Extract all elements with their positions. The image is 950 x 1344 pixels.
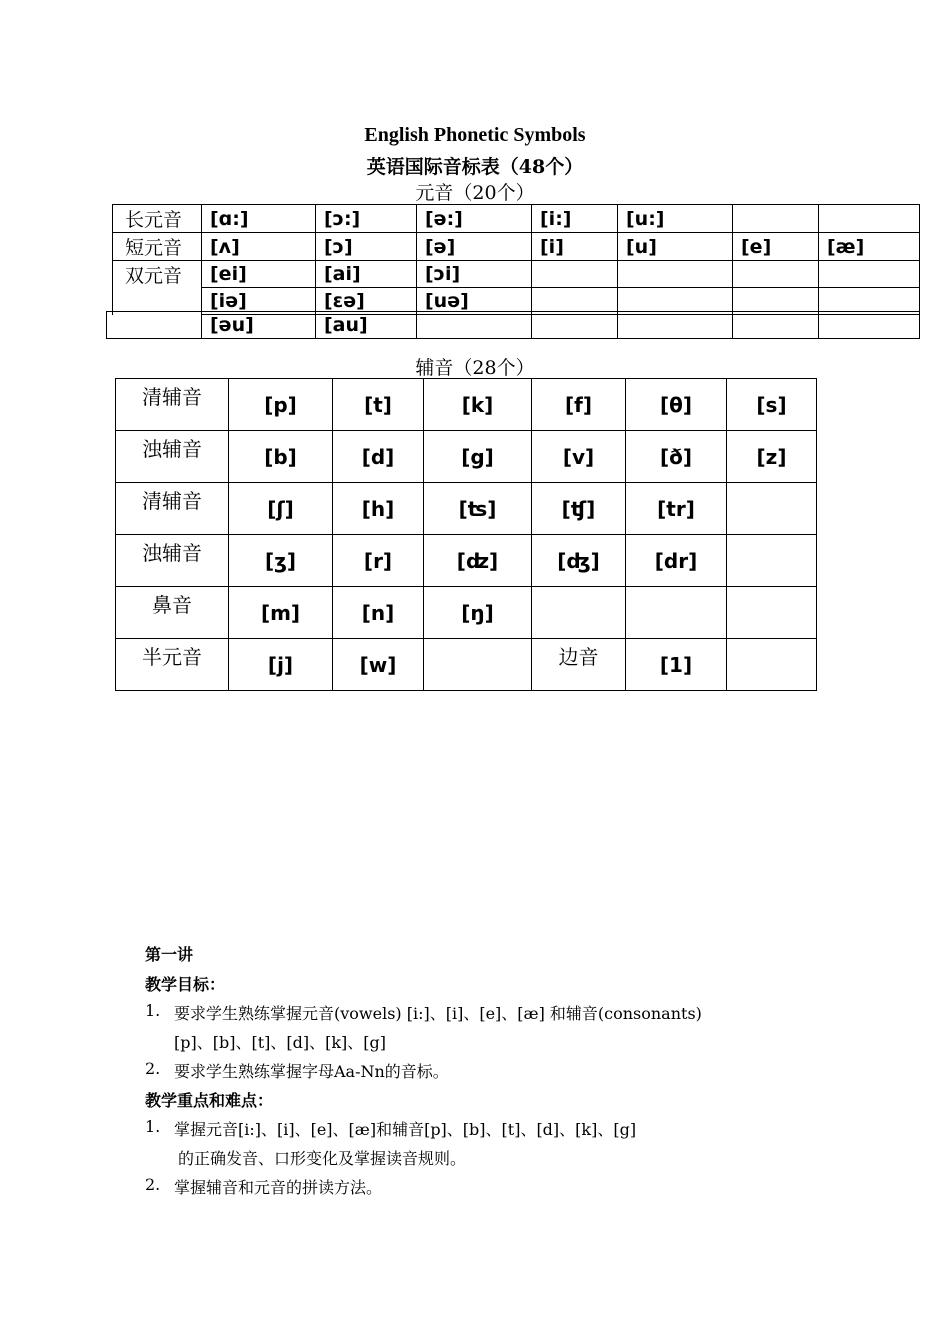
consonant-cell: [d] xyxy=(333,431,424,483)
consonant-cell: [f] xyxy=(532,379,626,431)
empty-cell xyxy=(733,205,819,233)
consonant-heading: 辅音（28个） xyxy=(415,357,535,379)
empty-cell xyxy=(819,261,920,288)
empty-cell xyxy=(727,483,817,535)
key-1-text: 掌握元音[i:]、[i]、[e]、[æ]和辅音[p]、[b]、[t]、[d]、[k]、[g] xyxy=(174,1120,637,1139)
consonant-cell: [h] xyxy=(333,483,424,535)
goals-heading: 教学目标： xyxy=(145,975,226,994)
consonant-cell: [tr] xyxy=(626,483,727,535)
title-english: English Phonetic Symbols xyxy=(364,124,586,146)
consonant-cell: [dr] xyxy=(626,535,727,587)
short-vowel-row xyxy=(113,233,920,261)
consonant-cell: [ʒ] xyxy=(229,535,333,587)
consonant-cell: [ʃ] xyxy=(229,483,333,535)
vowel-cell: [ai] xyxy=(316,261,417,288)
empty-cell xyxy=(819,205,920,233)
vowel-cell: [i:] xyxy=(532,205,618,233)
empty-cell xyxy=(532,261,618,288)
key-1-number: 1. xyxy=(145,1117,161,1136)
vowel-cell: [æ] xyxy=(819,233,920,261)
consonant-cell: [r] xyxy=(333,535,424,587)
consonant-cell: [1] xyxy=(626,639,727,691)
consonant-cell: [ð] xyxy=(626,431,727,483)
consonant-cell: [t] xyxy=(333,379,424,431)
consonant-row-label: 半元音 xyxy=(116,639,229,691)
lateral-label: 边音 xyxy=(532,639,626,691)
vowel-cell: [ɑ:] xyxy=(202,205,316,233)
diphthong-label: 双元音 xyxy=(113,261,202,315)
vowel-cell: [əu] xyxy=(202,312,316,339)
empty-cell xyxy=(107,312,202,339)
key-2-text: 掌握辅音和元音的拼读方法。 xyxy=(174,1178,383,1197)
vowel-cell: [ʌ] xyxy=(202,233,316,261)
goal-1-number: 1. xyxy=(145,1001,161,1020)
consonant-row xyxy=(116,639,817,691)
consonant-cell: [ʤ] xyxy=(532,535,626,587)
consonant-cell: [k] xyxy=(424,379,532,431)
empty-cell xyxy=(733,312,819,339)
short-vowel-label: 短元音 xyxy=(113,233,202,261)
consonant-cell: [v] xyxy=(532,431,626,483)
key-1-text-cont: 的正确发音、口形变化及掌握读音规则。 xyxy=(178,1149,467,1168)
consonant-cell: [s] xyxy=(727,379,817,431)
empty-cell xyxy=(727,587,817,639)
vowel-cell: [uə] xyxy=(417,288,532,315)
consonant-cell: [ŋ] xyxy=(424,587,532,639)
consonant-cell: [z] xyxy=(727,431,817,483)
vowel-cell: [ɔi] xyxy=(417,261,532,288)
consonant-row-label: 浊辅音 xyxy=(116,431,229,483)
goal-1-text-cont: [p]、[b]、[t]、[d]、[k]、[g] xyxy=(174,1033,387,1052)
consonant-cell: [ʦ] xyxy=(424,483,532,535)
vowel-cell: [u:] xyxy=(618,205,733,233)
empty-cell xyxy=(532,312,618,339)
empty-cell xyxy=(424,639,532,691)
consonant-cell: [p] xyxy=(229,379,333,431)
empty-cell xyxy=(618,312,733,339)
goal-2-text: 要求学生熟练掌握字母Aa-Nn的音标。 xyxy=(174,1062,449,1081)
consonant-row xyxy=(116,483,817,535)
consonant-row xyxy=(116,587,817,639)
consonant-cell: [n] xyxy=(333,587,424,639)
vowel-cell: [u] xyxy=(618,233,733,261)
vowel-cell: [ɔ:] xyxy=(316,205,417,233)
consonant-cell: [g] xyxy=(424,431,532,483)
vowel-cell: [e] xyxy=(733,233,819,261)
vowel-cell: [ei] xyxy=(202,261,316,288)
goal-1-text: 要求学生熟练掌握元音(vowels) [i:]、[i]、[e]、[æ] 和辅音(consonants) xyxy=(174,1004,702,1023)
empty-cell xyxy=(626,587,727,639)
consonant-cell: [w] xyxy=(333,639,424,691)
vowel-cell: [au] xyxy=(316,312,417,339)
empty-cell xyxy=(618,261,733,288)
empty-cell xyxy=(819,312,920,339)
vowel-cell: [ɔ] xyxy=(316,233,417,261)
long-vowel-row xyxy=(113,205,920,233)
vowel-cell: [ɛə] xyxy=(316,288,417,315)
empty-cell xyxy=(532,587,626,639)
diphthong-row xyxy=(113,261,920,288)
consonant-cell: [θ] xyxy=(626,379,727,431)
consonant-cell: [b] xyxy=(229,431,333,483)
diphthong-row xyxy=(107,312,920,339)
empty-cell xyxy=(727,639,817,691)
lecture-title: 第一讲 xyxy=(145,945,194,964)
consonant-row-label: 清辅音 xyxy=(116,379,229,431)
consonant-row-label: 清辅音 xyxy=(116,483,229,535)
consonant-cell: [ʣ] xyxy=(424,535,532,587)
consonant-cell: [m] xyxy=(229,587,333,639)
vowel-cell: [iə] xyxy=(202,288,316,315)
key-2-number: 2. xyxy=(145,1175,161,1194)
consonant-cell: [j] xyxy=(229,639,333,691)
consonant-cell: [ʧ] xyxy=(532,483,626,535)
goal-2-number: 2. xyxy=(145,1059,161,1078)
vowel-table xyxy=(112,204,920,315)
key-points-heading: 教学重点和难点： xyxy=(145,1091,274,1110)
consonant-table xyxy=(115,378,817,691)
vowel-cell: [ə:] xyxy=(417,205,532,233)
consonant-row xyxy=(116,535,817,587)
consonant-row-label: 浊辅音 xyxy=(116,535,229,587)
vowel-table-last-row xyxy=(106,311,920,339)
long-vowel-label: 长元音 xyxy=(113,205,202,233)
consonant-row xyxy=(116,431,817,483)
vowel-cell: [ə] xyxy=(417,233,532,261)
vowel-cell: [i] xyxy=(532,233,618,261)
vowel-heading: 元音（20个） xyxy=(415,182,535,204)
empty-cell xyxy=(417,312,532,339)
title-chinese: 英语国际音标表（48个） xyxy=(366,156,584,178)
consonant-row xyxy=(116,379,817,431)
consonant-row-label: 鼻音 xyxy=(116,587,229,639)
empty-cell xyxy=(733,261,819,288)
empty-cell xyxy=(727,535,817,587)
